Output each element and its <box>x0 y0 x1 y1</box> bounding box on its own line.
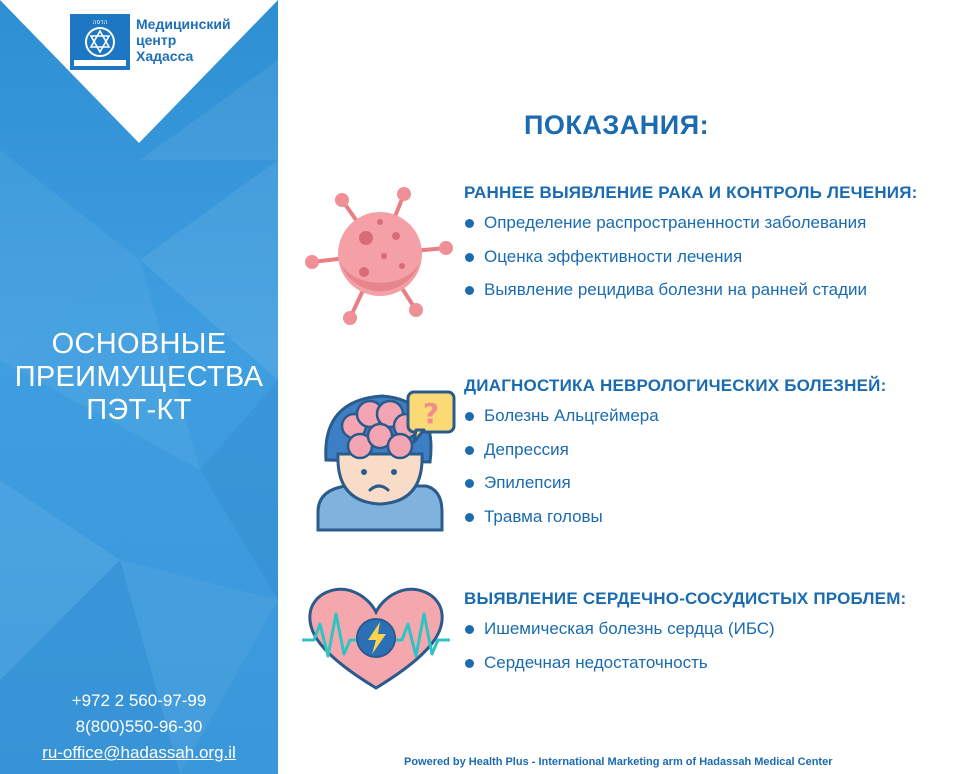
panel-title <box>0 328 278 427</box>
logo-line-3: Хадасса <box>136 48 194 64</box>
list-item: Оценка эффективности лечения <box>464 247 918 267</box>
list-item: Определение распространенности заболевания <box>464 213 918 233</box>
section-title-neuro: ДИАГНОСТИКА НЕВРОЛОГИЧЕСКИХ БОЛЕЗНЕЙ: <box>464 376 887 395</box>
list-item: Сердечная недостаточность <box>464 653 906 673</box>
logo-line-2: центр <box>136 32 177 48</box>
hadassah-emblem-icon[interactable] <box>70 14 130 70</box>
logo-text[interactable] <box>136 16 256 64</box>
section-title-cancer: РАННЕЕ ВЫЯВЛЕНИЕ РАКА И КОНТРОЛЬ ЛЕЧЕНИЯ: <box>464 183 918 202</box>
list-item: Болезнь Альцгеймера <box>464 406 886 426</box>
svg-text:הדסה: הדסה <box>92 19 108 26</box>
sad-brain-head-icon <box>312 390 460 532</box>
phone-2[interactable]: 8(800)550-96-30 <box>75 717 203 736</box>
section-cardio <box>464 589 906 686</box>
list-item: Эпилепсия <box>464 473 886 493</box>
list-item: Депрессия <box>464 440 886 460</box>
left-panel <box>0 0 278 774</box>
section-title-cardio: ВЫЯВЛЕНИЕ СЕРДЕЧНО-СОСУДИСТЫХ ПРОБЛЕМ: <box>464 589 907 608</box>
email-link[interactable]: ru-office@hadassah.org.il <box>42 743 236 762</box>
svg-text:?: ? <box>422 397 440 430</box>
section-cancer <box>464 183 918 314</box>
list-item: Ишемическая болезнь сердца (ИБС) <box>464 619 906 639</box>
page-heading: ПОКАЗАНИЯ: <box>524 110 710 140</box>
logo-line-1: Медицинский <box>136 16 231 32</box>
bullet-list-cancer <box>464 213 918 300</box>
phone-1[interactable]: +972 2 560-97-99 <box>71 691 207 710</box>
virus-cell-icon <box>300 182 460 332</box>
bullet-list-cardio <box>464 619 906 673</box>
panel-title-line-2: ПРЕИМУЩЕСТВА <box>14 361 264 393</box>
bullet-list-neuro <box>464 406 886 527</box>
heart-pulse-icon <box>300 584 452 694</box>
contacts <box>0 688 278 766</box>
list-item: Травма головы <box>464 507 886 527</box>
panel-title-line-3: ПЭТ-КТ <box>86 394 192 426</box>
footer-credit: Powered by Health Plus - International Marketing arm of Hadassah Medical Center <box>404 756 833 768</box>
section-neuro <box>464 376 886 540</box>
panel-title-line-1: ОСНОВНЫЕ <box>51 328 227 360</box>
list-item: Выявление рецидива болезни на ранней стадии <box>464 280 918 300</box>
